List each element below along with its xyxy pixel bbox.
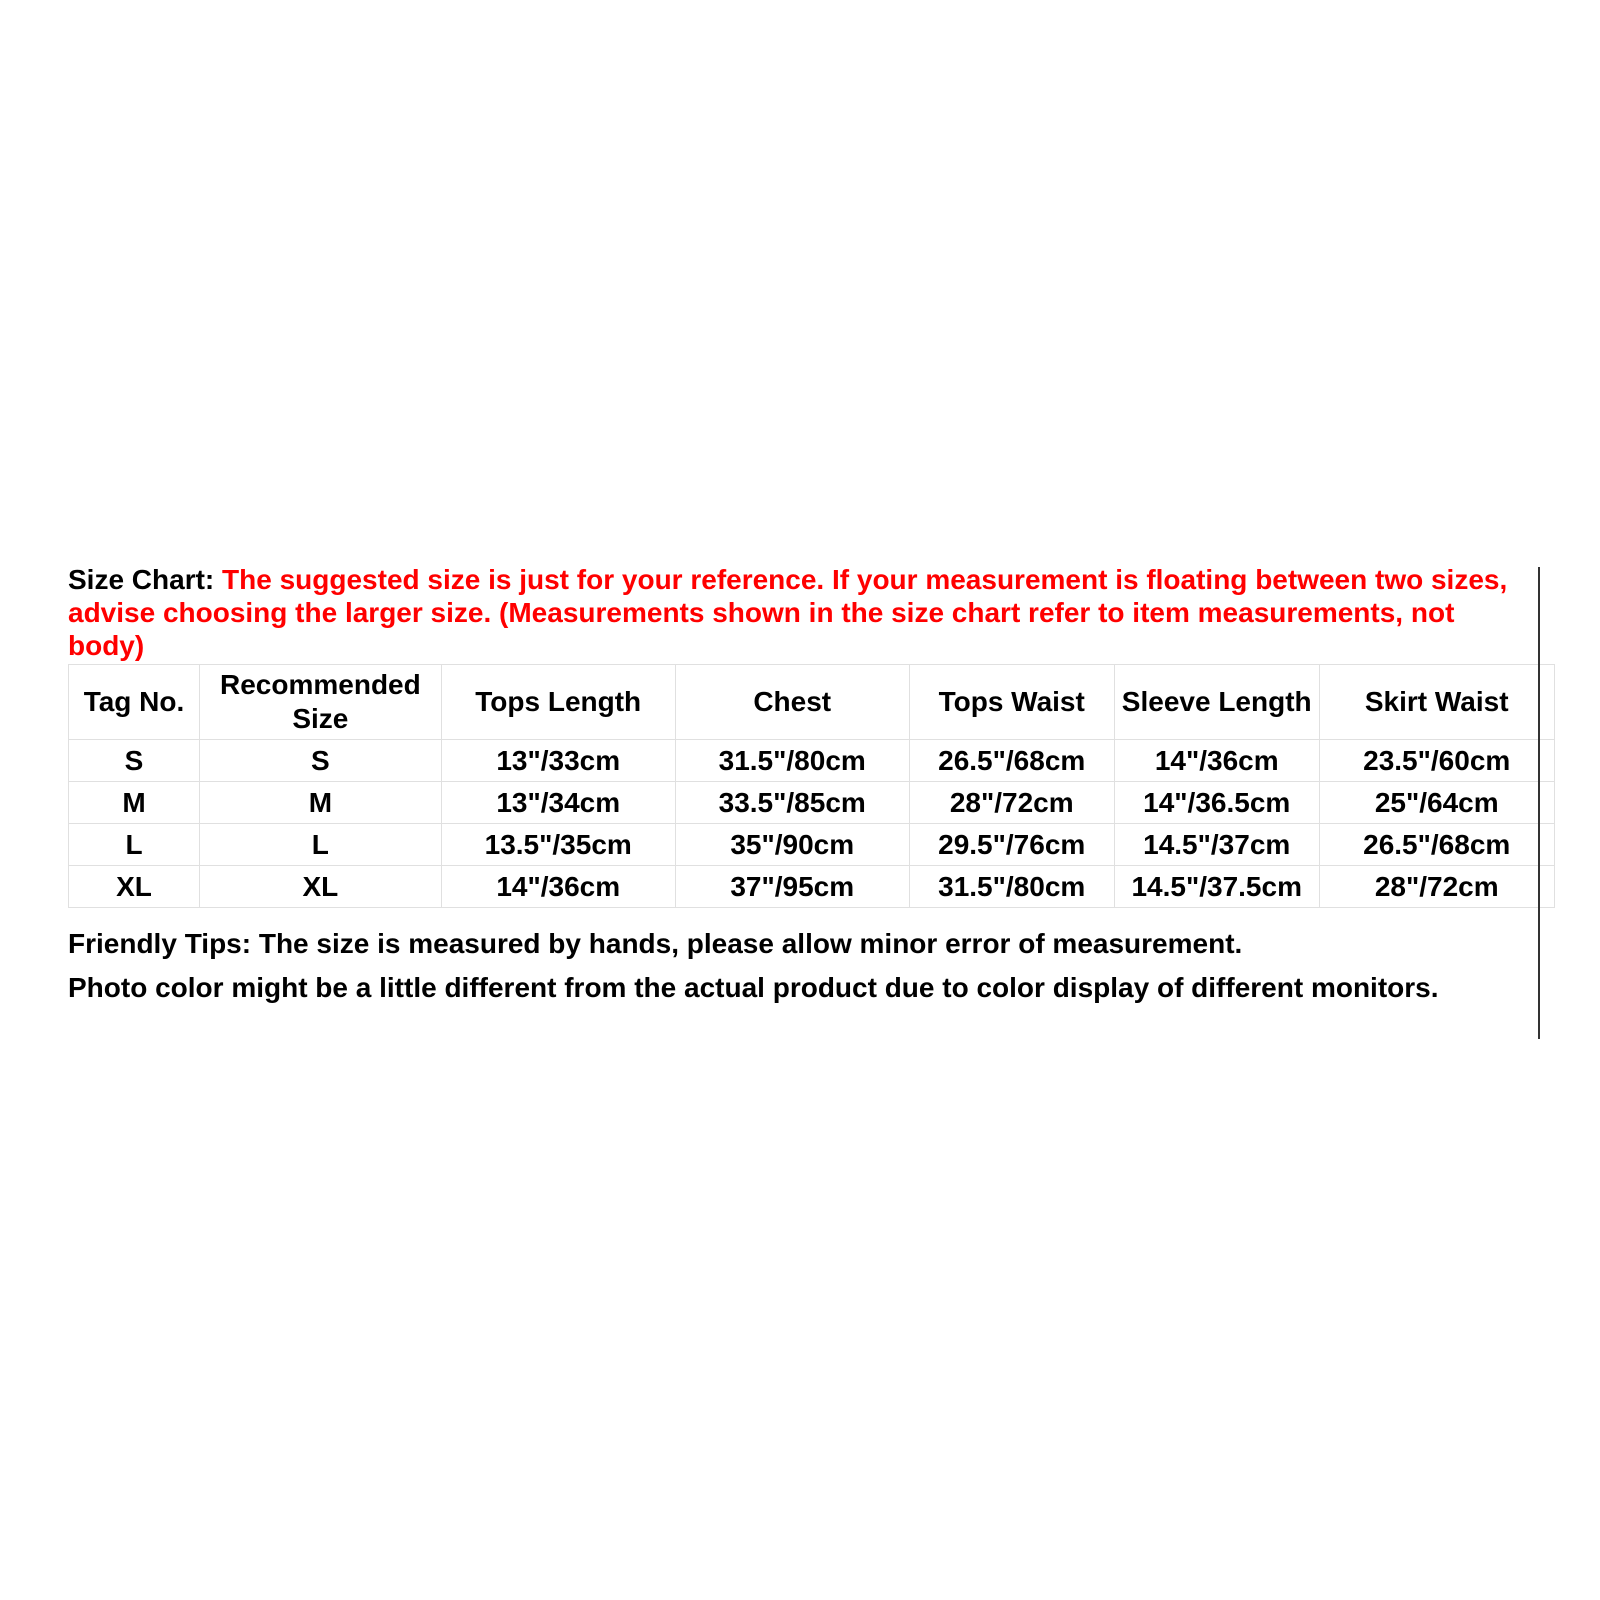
cell-tops-length: 13"/34cm [441, 782, 675, 824]
divider-line [1538, 567, 1540, 1039]
intro-note: The suggested size is just for your reference. If your measurement is floating between two sizes, advise choosing the larger size. (Measurements shown in the size chart refer to item measurements, not body) [68, 564, 1508, 661]
table-row [69, 740, 1555, 782]
cell-tops-waist: 31.5"/80cm [909, 866, 1114, 908]
cell-skirt-waist: 28"/72cm [1319, 866, 1554, 908]
cell-sleeve-length: 14"/36cm [1114, 740, 1319, 782]
cell-tops-waist: 28"/72cm [909, 782, 1114, 824]
header-recommended-size: Recommended Size [200, 665, 442, 740]
cell-tops-waist: 26.5"/68cm [909, 740, 1114, 782]
cell-tops-length: 13"/33cm [441, 740, 675, 782]
cell-tag-no: XL [69, 866, 200, 908]
cell-tag-no: M [69, 782, 200, 824]
cell-tops-length: 13.5"/35cm [441, 824, 675, 866]
header-tops-length: Tops Length [441, 665, 675, 740]
cell-chest: 31.5"/80cm [675, 740, 909, 782]
cell-tag-no: S [69, 740, 200, 782]
cell-recommended-size: M [200, 782, 442, 824]
cell-skirt-waist: 23.5"/60cm [1319, 740, 1554, 782]
cell-tag-no: L [69, 824, 200, 866]
size-chart-table [68, 664, 1555, 908]
cell-sleeve-length: 14"/36.5cm [1114, 782, 1319, 824]
cell-sleeve-length: 14.5"/37cm [1114, 824, 1319, 866]
table-row [69, 782, 1555, 824]
cell-sleeve-length: 14.5"/37.5cm [1114, 866, 1319, 908]
cell-chest: 35"/90cm [675, 824, 909, 866]
friendly-tips: Friendly Tips: The size is measured by hands, please allow minor error of measurement. [68, 928, 1243, 959]
cell-recommended-size: S [200, 740, 442, 782]
intro-label: Size Chart: [68, 564, 223, 595]
cell-chest: 33.5"/85cm [675, 782, 909, 824]
header-tag-no: Tag No. [69, 665, 200, 740]
cell-chest: 37"/95cm [675, 866, 909, 908]
cell-tops-length: 14"/36cm [441, 866, 675, 908]
table-header-row [69, 665, 1555, 740]
header-tops-waist: Tops Waist [909, 665, 1114, 740]
header-skirt-waist: Skirt Waist [1319, 665, 1554, 740]
photo-color-note: Photo color might be a little different from the actual product due to color display of different monitors. [68, 972, 1439, 1003]
header-sleeve-length: Sleeve Length [1114, 665, 1319, 740]
table-row [69, 824, 1555, 866]
cell-tops-waist: 29.5"/76cm [909, 824, 1114, 866]
cell-recommended-size: XL [200, 866, 442, 908]
header-chest: Chest [675, 665, 909, 740]
cell-skirt-waist: 25"/64cm [1319, 782, 1554, 824]
table-row [69, 866, 1555, 908]
size-chart-intro [68, 563, 1508, 662]
cell-skirt-waist: 26.5"/68cm [1319, 824, 1554, 866]
cell-recommended-size: L [200, 824, 442, 866]
